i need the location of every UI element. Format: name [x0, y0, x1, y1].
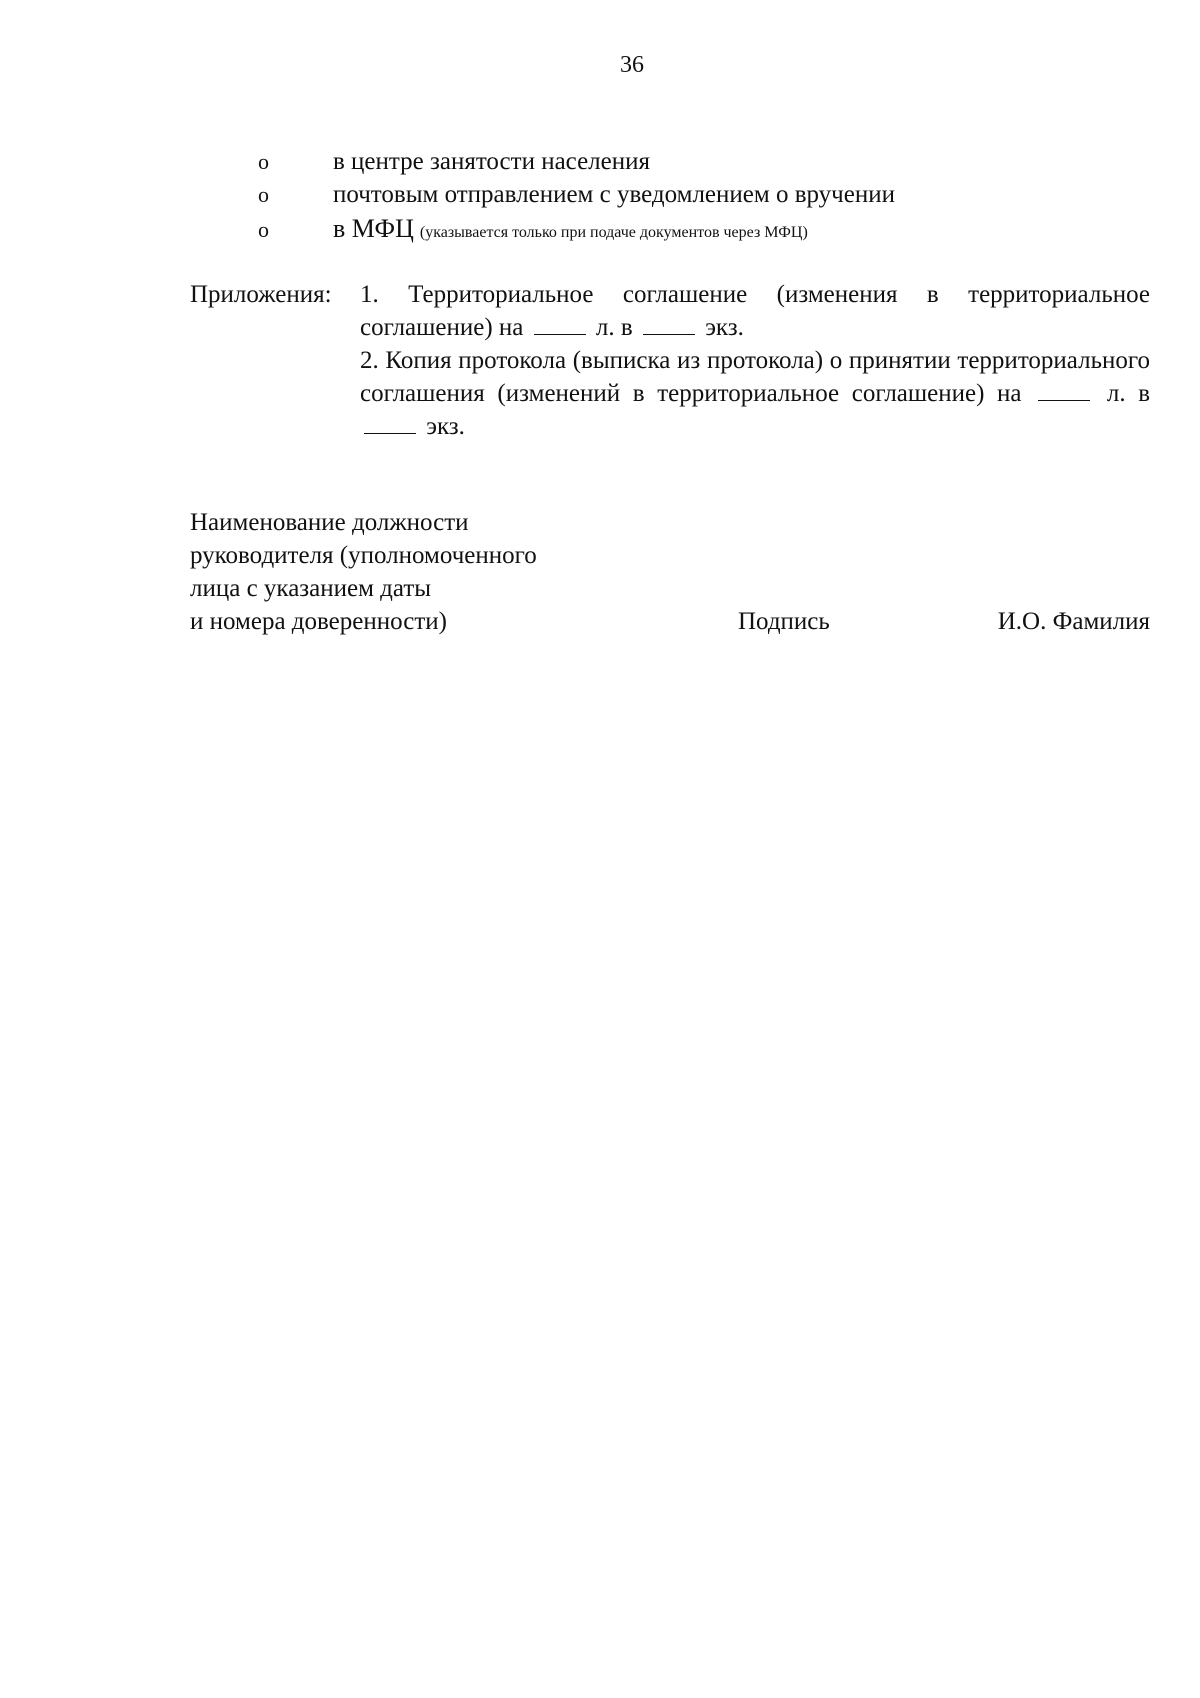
- bullet-marker: o: [258, 149, 269, 174]
- attachment-item: [360, 344, 1150, 443]
- blank-line: [1038, 399, 1090, 401]
- position-line: Наименование должности: [190, 509, 469, 536]
- attachment-text: 2. Копия протокола (выписка из протокола) о принятии территориального соглашения (изменений в территориальное соглашение) на: [360, 347, 1150, 407]
- signature-block: [190, 506, 1150, 638]
- bullet-text: почтовым отправлением с уведомлением о вручении: [333, 181, 895, 208]
- attachment-text: экз.: [705, 314, 744, 341]
- attachments-label: Приложения:: [190, 281, 332, 308]
- signature-label: Подпись: [738, 608, 830, 635]
- blank-line: [364, 432, 416, 434]
- list-item: [258, 148, 1118, 181]
- bullet-text: в МФЦ: [333, 214, 414, 243]
- list-item: [258, 214, 1118, 247]
- signatory-position: [190, 506, 610, 638]
- bullet-marker: o: [258, 182, 269, 207]
- position-line: руководителя (уполномоченного: [190, 542, 537, 569]
- name-label: И.О. Фамилия: [997, 608, 1150, 635]
- bullet-text: в центре занятости населения: [333, 148, 651, 175]
- attachment-text: л. в: [595, 314, 633, 341]
- delivery-options-list: [258, 148, 1118, 247]
- attachment-text: 1. Территориальное соглашение (изменения в территориальное соглашение) на: [360, 281, 1150, 341]
- attachments-section: [190, 278, 1150, 443]
- bullet-marker: o: [258, 217, 269, 242]
- attachments-list: [360, 278, 1150, 443]
- attachment-item: [360, 278, 1150, 344]
- attachment-text: экз.: [426, 413, 465, 440]
- position-line: лица с указанием даты: [190, 575, 432, 602]
- list-item: [258, 181, 1118, 214]
- blank-line: [643, 333, 695, 335]
- blank-line: [534, 333, 586, 335]
- bullet-note: (указывается только при подаче документов через МФЦ): [419, 224, 808, 241]
- page-number: 36: [620, 52, 644, 78]
- attachment-text: л. в: [1106, 380, 1151, 407]
- position-line: и номера доверенности): [190, 608, 447, 635]
